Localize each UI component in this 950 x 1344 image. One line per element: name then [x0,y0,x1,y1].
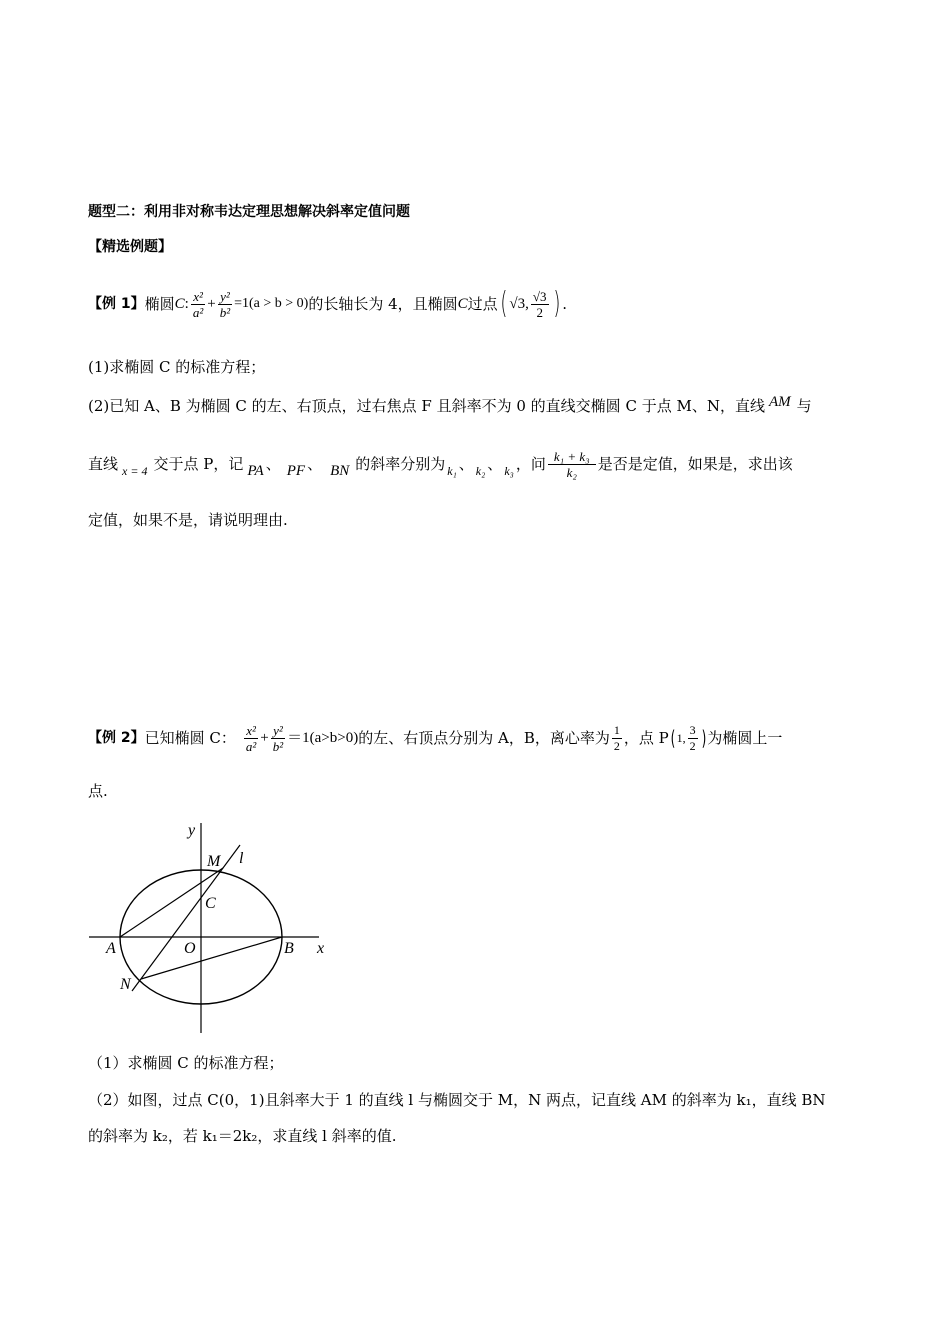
ex1-left-paren: ( [500,286,508,321]
ex2-question-2-line-1: （2）如图，过点 C(0，1)且斜率大于 1 的直线 l 与椭圆交于 M，N 两点，记直线 AM 的斜率为 k₁，直线 BN [88,1091,826,1109]
label-m: M [207,853,221,870]
ex1-q2-fraction [548,449,596,480]
ex2-question-2-line-2: 的斜率为 k₂，若 k₁＝2k₂，求直线 l 斜率的值. [88,1127,397,1145]
ex2-point-one: 1, [676,731,686,745]
ex2-text-4: 为椭圆上一 [707,729,783,747]
ex2-label: 【例 2】 [88,730,145,746]
ex2-p-num: 3 [689,722,696,737]
label-b: B [284,940,294,957]
ex1-eq-x2: x² [193,288,203,304]
ex2-eq-plus: + [260,730,269,746]
ex1-statement [88,284,567,324]
ex1-q2-text-c: 直线 [88,455,119,473]
ex1-q2-k3: k₃ [504,464,514,478]
ex2-eq-a2: a² [245,738,257,754]
ex1-eq-b2: b² [219,304,231,320]
ex2-text-2: 的左、右顶点分别为 A，B，离心率为 [358,729,610,747]
ex2-eq-rhs: ＝1(a>b>0) [287,730,359,746]
section-title: 题型二：利用非对称韦达定理思想解决斜率定值问题 [88,204,410,220]
ex2-question-1: （1）求椭圆 C 的标准方程； [88,1054,284,1072]
ex1-q2-x4: x = 4 [122,464,148,478]
ex2-statement [88,716,782,760]
ex1-q2-text-d: 交于点 P，记 [153,455,244,473]
ex1-text-3: 过点 [467,295,498,313]
ex2-right-paren: ) [701,726,706,750]
label-y: y [188,822,196,839]
ex2-eq-x2: x² [246,722,256,738]
ex1-question-2-line-2 [88,442,793,486]
ex2-text-1: 已知椭圆 C： [144,729,236,747]
ex1-text-2: 的长轴长为 4，且椭圆 [308,295,458,313]
ex1-q2-bn: BN [330,463,350,479]
ex2-e-num: 1 [613,722,620,737]
ex1-q2-frac-den: k₂ [566,464,577,480]
ex1-q2-text-e: 的斜率分别为 [355,455,446,473]
ex1-q2-text-b: 与 [796,397,812,415]
label-x: x [317,940,325,957]
ex1-q2-k2: k₂ [475,464,486,478]
ex1-question-1: (1)求椭圆 C 的标准方程； [88,358,266,376]
ex1-q2-sep-1: 、 [265,455,281,473]
ex1-q2-sep-2: 、 [307,455,323,473]
label-o: O [184,940,196,957]
ex1-q2-text-a: (2)已知 A、B 为椭圆 C 的左、右顶点，过右焦点 F 且斜率不为 0 的直线交椭圆 C 于点 M、N，直线 [88,397,765,415]
ex1-q2-sep-3: 、 [458,455,474,473]
label-l: l [239,850,244,867]
ex1-point-den: 2 [536,304,543,320]
ex1-q2-frac-num: k₁ + k₃ [548,449,596,465]
ex1-eq-frac-x [191,289,205,320]
ex2-text-3: ，点 P [623,729,669,747]
ex1-q2-pa: PA [247,463,264,479]
segment-bn [141,937,282,979]
ex1-point-num: √3 [532,288,547,304]
ex2-eq-frac-y [271,723,285,754]
ex1-right-paren: ) [552,286,560,321]
ex2-eq-y2: y² [273,722,283,738]
ex1-q2-sep-4: 、 [487,455,503,473]
ex1-eq-rhs: =1(a > b > 0) [234,296,309,311]
ex1-c2: C [457,296,468,312]
ex1-question-2-line-3: 定值，如果不是，请说明理由. [88,511,288,529]
ex2-text-5: 点. [88,782,108,800]
ex2-p-den: 2 [689,738,696,753]
ex1-text-1: 椭圆 [144,295,175,313]
ex2-left-paren: ( [670,726,675,750]
label-c: C [205,895,216,912]
ex1-eq-frac-y [218,289,232,320]
ex1-label: 【例 1】 [88,296,145,312]
section-subtitle: 【精选例题】 [88,239,172,255]
ex1-question-2-line-1 [88,392,812,420]
ellipse-figure [85,815,345,1040]
ex1-eq-colon: : [184,296,189,312]
ex1-eq-y2: y² [220,288,230,304]
ex1-q2-pf: PF [286,463,306,479]
ex2-eq-frac-x [244,723,258,754]
ex2-e-den: 2 [613,738,620,753]
ex2-eq-b2: b² [272,738,284,754]
ex2-point-frac [688,723,698,754]
ex1-q2-text-g: 是否是定值，如果是，求出该 [597,455,793,473]
label-a: A [106,940,116,957]
ex1-q2-text-f: ，问 [515,455,546,473]
ex2-eccentricity [612,723,622,754]
ex1-eq-plus: + [207,296,216,312]
ex1-point-frac [531,289,549,320]
ex1-eq-a2: a² [192,304,204,320]
ex1-eq-c: C [174,296,185,312]
ex1-period: . [562,295,568,313]
ex1-point-sqrt3: √3, [509,296,529,312]
label-n: N [120,976,131,993]
ex1-q2-am: AM [768,394,791,410]
ex1-q2-k1: k₁ [447,464,457,478]
